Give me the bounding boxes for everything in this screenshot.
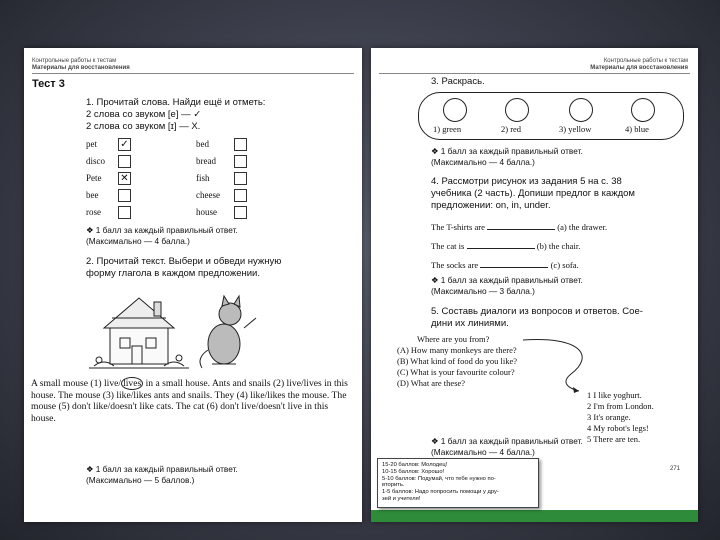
task5-score-2: (Максимально — 4 балла.): [431, 447, 535, 457]
answer-4: 4 My robot's legs!: [587, 423, 649, 433]
sentence-2-start: The cat is: [431, 241, 465, 251]
left-header: [32, 58, 130, 72]
test-title: Тест 3: [32, 78, 65, 90]
color-label-blue: 4) blue: [625, 124, 649, 134]
circled-answer[interactable]: lives: [123, 378, 142, 389]
color-circle-1[interactable]: [443, 98, 467, 122]
checkbox-fish[interactable]: [234, 172, 247, 185]
color-circle-2[interactable]: [505, 98, 529, 122]
word-rose: rose: [86, 207, 101, 217]
house-drawing: [89, 298, 189, 368]
sentence-3: [431, 260, 579, 270]
word-pet: pet: [86, 139, 97, 149]
task2-instruction-2: форму глагола в каждом предложении.: [86, 268, 260, 279]
sentence-1: [431, 222, 607, 232]
checkbox-bread[interactable]: [234, 155, 247, 168]
color-label-red: 2) red: [501, 124, 522, 134]
task5-score-1: ❖ 1 балл за каждый правильный ответ.: [431, 436, 583, 446]
task5-instruction-1: 5. Составь диалоги из вопросов и ответов. Сое-: [431, 306, 643, 317]
color-circles-frame: [418, 92, 684, 140]
left-header-line1: Контрольные работы к тестам: [32, 58, 117, 64]
right-header-line1: Контрольные работы к тестам: [603, 58, 688, 64]
left-header-rule: [32, 73, 354, 74]
task3-title: 3. Раскрась.: [431, 76, 485, 87]
answer-3: 3 It's orange.: [587, 412, 631, 422]
answer-2: 2 I'm from London.: [587, 401, 654, 411]
answer-5: 5 There are ten.: [587, 434, 641, 444]
checkbox-bed[interactable]: [234, 138, 247, 151]
question-d: (D) What are these?: [397, 378, 466, 388]
checkbox-cheese[interactable]: [234, 189, 247, 202]
right-header-rule: [379, 73, 690, 74]
task4-instruction-2: учебника (2 часть). Допиши предлог в каждом: [431, 188, 635, 199]
answer-1: 1 I like yoghurt.: [587, 390, 642, 400]
sentence-1-blank[interactable]: [487, 228, 555, 230]
word-bed: bed: [196, 139, 209, 149]
story-part-2: in a small house. Ants and snails (2) live/lives in this house. The mouse (3) like/likes ants and snails. They (4) like/likes the mouse. The mouse (5) don't like/doesn't like cats. The cat (6) don't live/doesn't live in this house.: [31, 378, 348, 424]
task3-score-1: ❖ 1 балл за каждый правильный ответ.: [431, 146, 583, 156]
right-page: [371, 48, 698, 522]
question-b: (B) What kind of food do you like?: [397, 356, 518, 366]
checkbox-bee[interactable]: [118, 189, 131, 202]
sentence-3-start: The socks are: [431, 260, 479, 270]
left-header-line2: Материалы для восстановления: [32, 65, 130, 71]
sentence-1-start: The T-shirts are: [431, 222, 485, 232]
checkbox-rose[interactable]: [118, 206, 131, 219]
task4-instruction-1: 4. Рассмотри рисунок из задания 5 на с. 38: [431, 176, 622, 187]
sentence-1-end: (a) the drawer.: [557, 222, 608, 232]
green-footer-bar: [371, 510, 698, 522]
question-c: (C) What is your favourite colour?: [397, 367, 515, 377]
sentence-3-end: (c) sofa.: [550, 260, 579, 270]
task1-instruction-2: 2 слова со звуком [e] — ✓: [86, 109, 202, 120]
task1-score-2: (Максимально — 4 балла.): [86, 236, 190, 246]
word-pete: Pete: [86, 173, 102, 183]
task2-instruction-1: 2. Прочитай текст. Выбери и обведи нужную: [86, 256, 282, 267]
checkbox-pete[interactable]: ✕: [118, 172, 131, 185]
sentence-2: [431, 241, 580, 251]
word-disco: disco: [86, 156, 105, 166]
story-part-1: A small mouse (1) live/: [31, 378, 122, 389]
score-legend-3: 5-10 баллов: Подумай, что тебе нужно по-: [382, 475, 496, 482]
color-circle-4[interactable]: [631, 98, 655, 122]
score-legend-5: 1-5 баллов: Надо попросить помощи у дру-: [382, 489, 499, 496]
right-header: [590, 58, 688, 72]
task5-instruction-2: дини их линиями.: [431, 318, 509, 329]
arrow-head-icon: [573, 387, 579, 393]
word-bee: bee: [86, 190, 99, 200]
task3-score-2: (Максимально — 4 балла.): [431, 157, 535, 167]
checkbox-house[interactable]: [234, 206, 247, 219]
task2-score-1: ❖ 1 балл за каждый правильный ответ.: [86, 464, 238, 474]
story-text: [31, 378, 353, 424]
left-page: [24, 48, 362, 522]
score-legend-6: зей и учителя!: [382, 495, 421, 502]
score-legend-2: 10-15 баллов: Хорошо!: [382, 468, 445, 475]
question-a: (A) How many monkeys are there?: [397, 345, 517, 355]
cat-drawing: [200, 296, 256, 368]
score-legend-box: [377, 458, 539, 508]
right-header-line2: Материалы для восстановления: [590, 65, 688, 71]
color-label-green: 1) green: [433, 124, 462, 134]
task4-score-2: (Максимально — 3 балла.): [431, 286, 535, 296]
checkbox-pet[interactable]: ✓: [118, 138, 131, 151]
word-fish: fish: [196, 173, 210, 183]
task4-score-1: ❖ 1 балл за каждый правильный ответ.: [431, 275, 583, 285]
sentence-2-blank[interactable]: [467, 247, 535, 249]
question-example: Where are you from?: [417, 334, 490, 344]
sentence-2-end: (b) the chair.: [536, 241, 581, 251]
house-and-cat-illustration: [84, 288, 264, 374]
connecting-line: [521, 336, 601, 396]
color-circle-3[interactable]: [569, 98, 593, 122]
color-label-yellow: 3) yellow: [559, 124, 592, 134]
task4-instruction-3: предложении: on, in, under.: [431, 200, 551, 211]
word-house: house: [196, 207, 217, 217]
page-number: 271: [669, 466, 680, 472]
task1-instruction-3: 2 слова со звуком [ɪ] — X.: [86, 121, 201, 132]
task1-instruction-1: 1. Прочитай слова. Найди ещё и отметь:: [86, 97, 266, 108]
sentence-3-blank[interactable]: [480, 266, 548, 268]
task1-score-1: ❖ 1 балл за каждый правильный ответ.: [86, 225, 238, 235]
score-legend-1: 15-20 баллов: Молодец!: [382, 462, 448, 468]
word-cheese: cheese: [196, 190, 220, 200]
score-legend-4: вторить.: [382, 482, 405, 489]
task2-score-2: (Максимально — 5 баллов.): [86, 475, 195, 485]
word-bread: bread: [196, 156, 216, 166]
checkbox-disco[interactable]: [118, 155, 131, 168]
